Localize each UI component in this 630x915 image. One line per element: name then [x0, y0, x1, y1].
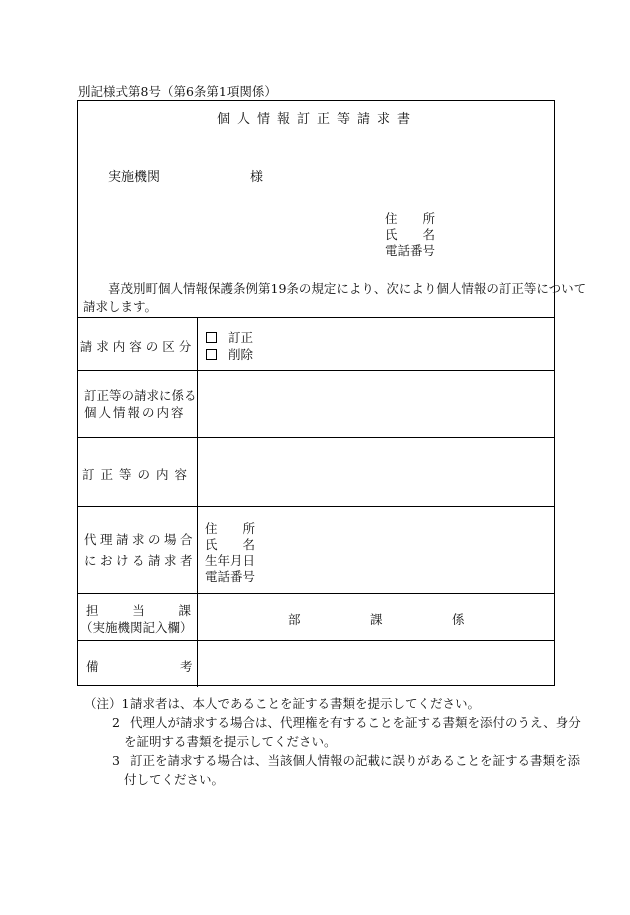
content-label: 訂正等の内容: [81, 467, 193, 482]
remarks-label-1: 備: [86, 659, 99, 674]
option-deletion[interactable]: [206, 345, 253, 363]
requester-phone-label: 電話番号: [385, 243, 436, 258]
staff-dept-label: 部: [288, 612, 301, 627]
row-divider: [78, 317, 554, 318]
option-deletion-label: 削除: [228, 347, 254, 362]
note-3-line-1: 訂正を請求する場合は、当該個人情報の記載に誤りがあることを証する書類を添: [130, 753, 581, 768]
statement-line-1: 喜茂別町個人情報保護条例第19条の規定により、次により個人情報の訂正等について: [108, 281, 587, 296]
agent-label-line-2: における請求者: [84, 553, 197, 568]
staff-unit-label: 係: [452, 612, 465, 627]
note-3-number: 3: [112, 753, 120, 768]
checkbox-correction[interactable]: [206, 332, 217, 343]
agent-phone-label: 電話番号: [205, 569, 256, 584]
requester-address-label: 住 所: [385, 211, 436, 226]
agent-address-label: 住 所: [205, 521, 256, 536]
note-prefix: （注）1: [84, 696, 130, 711]
remarks-label-2: 考: [180, 659, 193, 674]
request-form: [77, 100, 587, 686]
correction-content-field[interactable]: [198, 438, 555, 505]
info-label-line-2: 個人情報の内容: [84, 405, 186, 420]
row-divider: [78, 593, 554, 594]
info-content-field[interactable]: [198, 371, 555, 436]
classification-label: 請求内容の区分: [79, 339, 196, 354]
note-2-number: 2: [112, 715, 120, 730]
staff-label-line-2: （実施機関記入欄）: [80, 620, 193, 635]
staff-label-line-1: 担 当 課: [86, 603, 191, 618]
form-label: 別記様式第8号（第6条第1項関係）: [78, 84, 277, 99]
option-correction-label: 訂正: [228, 330, 254, 345]
row-divider: [78, 506, 554, 507]
agent-label-line-1: 代理請求の場合: [84, 532, 197, 547]
remarks-field[interactable]: [198, 641, 555, 686]
recipient-label: 実施機関: [108, 170, 161, 185]
form-title: 個人情報訂正等請求書: [216, 112, 417, 127]
recipient-suffix: 様: [250, 170, 264, 185]
note-1: 請求者は、本人であることを証する書類を提示してください。: [130, 696, 481, 711]
requester-name-label: 氏 名: [385, 227, 436, 242]
note-2-line-1: 代理人が請求する場合は、代理権を有することを証する書類を添付のうえ、身分: [130, 715, 581, 730]
statement-line-2: 請求します。: [83, 299, 158, 314]
info-label-line-1: 訂正等の請求に係る: [84, 388, 197, 403]
staff-section-label: 課: [370, 612, 383, 627]
note-2-line-2: を証明する書類を提示してください。: [124, 734, 337, 749]
note-3-line-2: 付してください。: [124, 772, 225, 787]
agent-name-label: 氏 名: [205, 537, 256, 552]
agent-birth-label: 生年月日: [205, 553, 256, 568]
checkbox-deletion[interactable]: [206, 349, 217, 360]
option-correction[interactable]: [206, 328, 253, 346]
